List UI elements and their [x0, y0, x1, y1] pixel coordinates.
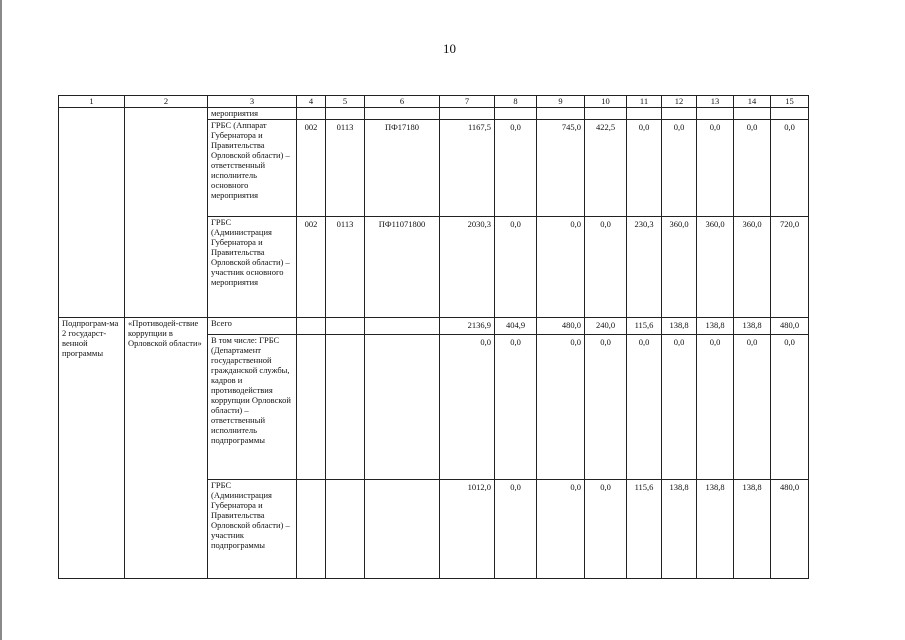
cell-value: [365, 335, 440, 480]
cell-value: 0,0: [771, 335, 809, 480]
cell-value: 0,0: [495, 217, 537, 318]
cell-value: 0,0: [627, 335, 662, 480]
cell-col2: [125, 108, 208, 318]
cell-value: 0,0: [537, 217, 585, 318]
cell-value: 115,6: [627, 480, 662, 579]
cell-value: 138,8: [697, 318, 734, 335]
cell-value: [585, 108, 627, 120]
cell-value: 720,0: [771, 217, 809, 318]
cell-value: 480,0: [771, 480, 809, 579]
header-cell: 11: [627, 96, 662, 108]
cell-value: 0,0: [495, 120, 537, 217]
cell-value: 0,0: [495, 335, 537, 480]
cell-value: 360,0: [734, 217, 771, 318]
cell-value: 0,0: [537, 480, 585, 579]
cell-value: [537, 108, 585, 120]
cell-value: 0,0: [537, 335, 585, 480]
subprogram-label: Подпрограм-ма 2 государст-венной программы: [59, 318, 125, 579]
page-left-edge: [0, 0, 2, 640]
cell-value: 1167,5: [440, 120, 495, 217]
cell-value: 138,8: [662, 318, 697, 335]
cell-value: 0,0: [440, 335, 495, 480]
cell-value: [297, 108, 326, 120]
cell-value: 0,0: [662, 335, 697, 480]
cell-value: 230,3: [627, 217, 662, 318]
cell-value: ПФ17180: [365, 120, 440, 217]
header-cell: 8: [495, 96, 537, 108]
cell-value: 0,0: [734, 120, 771, 217]
header-cell: 6: [365, 96, 440, 108]
cell-col3: ГРБС (Администрация Губернатора и Правительства Орловской области) – участник подпрограммы: [208, 480, 297, 579]
header-cell: 12: [662, 96, 697, 108]
cell-value: 404,9: [495, 318, 537, 335]
header-cell: 13: [697, 96, 734, 108]
cell-value: [440, 108, 495, 120]
cell-value: [297, 335, 326, 480]
cell-value: 480,0: [537, 318, 585, 335]
cell-value: [365, 480, 440, 579]
cell-value: 0,0: [585, 217, 627, 318]
header-cell: 7: [440, 96, 495, 108]
cell-value: 240,0: [585, 318, 627, 335]
cell-col3: Всего: [208, 318, 297, 335]
cell-value: 0,0: [697, 335, 734, 480]
cell-value: [627, 108, 662, 120]
header-cell: 5: [326, 96, 365, 108]
cell-col3: мероприятия: [208, 108, 297, 120]
header-cell: 2: [125, 96, 208, 108]
cell-value: 360,0: [697, 217, 734, 318]
header-cell: 4: [297, 96, 326, 108]
cell-value: 0,0: [495, 480, 537, 579]
header-cell: 15: [771, 96, 809, 108]
header-cell: 14: [734, 96, 771, 108]
cell-value: [297, 480, 326, 579]
cell-value: 138,8: [734, 480, 771, 579]
cell-col1: [59, 108, 125, 318]
cell-col3: ГРБС (Администрация Губернатора и Правительства Орловской области) – участник основного мероприятия: [208, 217, 297, 318]
budget-table: [58, 95, 809, 579]
cell-value: 422,5: [585, 120, 627, 217]
cell-value: 1012,0: [440, 480, 495, 579]
cell-value: [662, 108, 697, 120]
subprogram-title: «Противодей-ствие коррупции в Орловской области»: [125, 318, 208, 579]
table-row: [59, 318, 809, 335]
cell-value: [326, 108, 365, 120]
cell-value: [326, 318, 365, 335]
header-cell: 1: [59, 96, 125, 108]
cell-value: [326, 335, 365, 480]
cell-value: [495, 108, 537, 120]
cell-col3: ГРБС (Аппарат Губернатора и Правительства Орловской области) – ответственный исполнитель основного мероприятия: [208, 120, 297, 217]
cell-value: 0,0: [771, 120, 809, 217]
cell-value: [697, 108, 734, 120]
page-number: 10: [443, 41, 456, 56]
cell-value: 115,6: [627, 318, 662, 335]
cell-value: 0,0: [585, 480, 627, 579]
cell-value: 0113: [326, 120, 365, 217]
cell-value: 138,8: [662, 480, 697, 579]
cell-value: 0,0: [734, 335, 771, 480]
cell-value: 360,0: [662, 217, 697, 318]
cell-value: 002: [297, 120, 326, 217]
header-row: [59, 96, 809, 108]
cell-value: 138,8: [697, 480, 734, 579]
table-row: [59, 108, 809, 120]
cell-value: 0,0: [627, 120, 662, 217]
cell-value: 0,0: [585, 335, 627, 480]
header-cell: 10: [585, 96, 627, 108]
cell-value: 0,0: [662, 120, 697, 217]
cell-value: 2030,3: [440, 217, 495, 318]
cell-value: 745,0: [537, 120, 585, 217]
cell-value: 0,0: [697, 120, 734, 217]
cell-value: [365, 108, 440, 120]
cell-value: 0113: [326, 217, 365, 318]
cell-value: [771, 108, 809, 120]
cell-value: ПФ11071800: [365, 217, 440, 318]
header-cell: 9: [537, 96, 585, 108]
cell-value: 002: [297, 217, 326, 318]
cell-value: [734, 108, 771, 120]
cell-value: [297, 318, 326, 335]
header-cell: 3: [208, 96, 297, 108]
cell-value: 480,0: [771, 318, 809, 335]
cell-value: [326, 480, 365, 579]
cell-value: 2136,9: [440, 318, 495, 335]
cell-value: [365, 318, 440, 335]
cell-col3: В том числе: ГРБС (Департамент государственной гражданской службы, кадров и противодействия коррупции Орловской области) – ответственный исполнитель подпрограммы: [208, 335, 297, 480]
cell-value: 138,8: [734, 318, 771, 335]
